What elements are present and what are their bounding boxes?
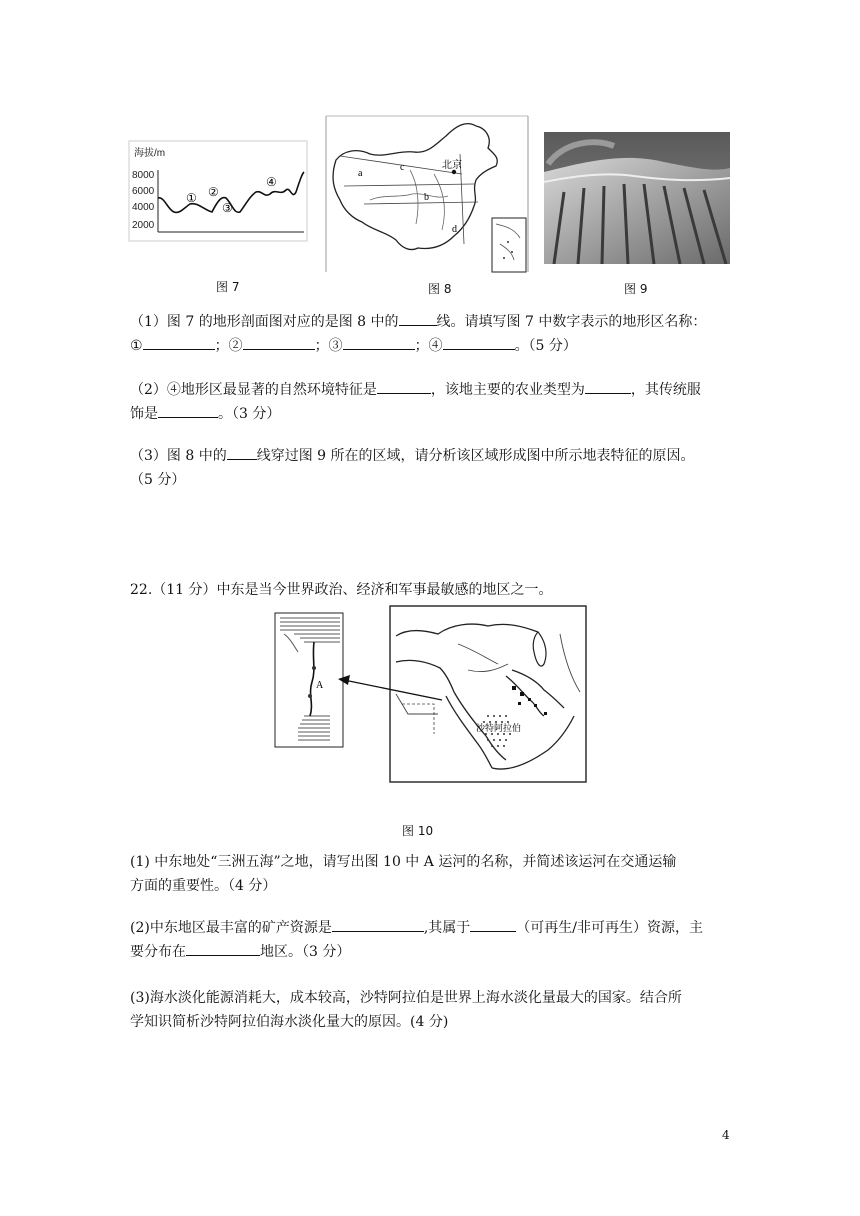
q21-p2-text-b: ，该地主要的农业类型为 [430, 382, 585, 398]
q22-part1 [130, 850, 734, 898]
answer-blank[interactable] [227, 445, 257, 460]
answer-blank[interactable] [443, 335, 515, 350]
q22-p2-text-e: 地区。（3 分） [260, 944, 351, 960]
china-outline [333, 124, 497, 250]
q22-p3-line2: 学知识简析沙特阿拉伯海水淡化量大的原因。(4 分) [130, 1014, 449, 1030]
figure-7-profile [128, 140, 308, 242]
q22-p2-text-b: ,其属于 [423, 920, 471, 936]
q21-p2-text-a: （2）④地形区最显著的自然环境特征是 [130, 382, 377, 398]
figure-10-pointer-arrow [330, 666, 450, 706]
answer-blank[interactable] [343, 335, 415, 350]
fig7-marker-2: ② [208, 185, 219, 199]
fig7-tick: 8000 [132, 170, 155, 181]
q22-p1-line2: 方面的重要性。（4 分） [130, 878, 277, 894]
answer-blank[interactable] [585, 379, 631, 394]
q21-p3-text-a: （3）图 8 中的 [130, 448, 227, 464]
answer-blank[interactable] [143, 335, 215, 350]
q22-part2-line2 [130, 940, 734, 964]
figure-9-landform-photo [544, 132, 730, 264]
fig8-city-beijing: 北京 [442, 160, 462, 171]
q22-part2 [130, 916, 734, 964]
q22-part2-line1 [130, 916, 734, 940]
q21-p2-text-c: ，其传统服 [630, 382, 701, 398]
fig7-ylabel: 海拔/m [134, 148, 166, 159]
answer-blank[interactable] [243, 335, 315, 350]
q22-p1-line1: (1) 中东地处“三洲五海”之地，请写出图 10 中 A 运河的名称，并简述该运河在交通运输 [130, 854, 677, 870]
figure-7-caption: 图 7 [216, 280, 240, 294]
q22-p3-line1: (3)海水淡化能源消耗大，成本较高，沙特阿拉伯是世界上海水淡化量最大的国家。结合所 [130, 990, 682, 1006]
fig7-marker-1: ① [186, 191, 197, 205]
q21-p2-score: 。（3 分） [218, 406, 281, 422]
fig7-tick: 4000 [132, 202, 155, 213]
q21-p1-label-1: ① [130, 338, 143, 354]
q21-p1-label-2: ；② [214, 338, 243, 354]
figure-10-caption: 图 10 [402, 824, 434, 838]
fig8-line-label-d: d [452, 224, 457, 235]
q21-part3 [130, 444, 734, 492]
answer-blank[interactable] [332, 917, 424, 932]
figure-8-caption: 图 8 [428, 282, 452, 296]
q21-part2-line1 [130, 378, 734, 402]
figure-9-caption: 图 9 [624, 282, 648, 296]
answer-blank[interactable] [377, 379, 431, 394]
answer-blank[interactable] [470, 917, 516, 932]
fig7-marker-3: ③ [222, 201, 233, 215]
fig10-canal-label: A [316, 680, 324, 691]
q21-p3-score: （5 分） [130, 472, 186, 488]
figure-8-china-map [324, 114, 530, 274]
fig7-marker-4: ④ [266, 175, 277, 189]
page-number: 4 [722, 1128, 730, 1142]
q21-p1-text-b: 线。请填写图 7 中数字表示的地形区名称： [436, 314, 707, 330]
q22-p2-text-c: （可再生/非可再生）资源，主 [516, 920, 704, 936]
answer-blank[interactable] [158, 403, 218, 418]
q21-part3-line1 [130, 444, 734, 468]
q21-part1-line2 [130, 334, 734, 358]
q22-part3 [130, 986, 734, 1034]
q22-p2-text-a: (2)中东地区最丰富的矿产资源是 [130, 920, 332, 936]
fig10-desert-label: 沙特阿拉伯 [476, 724, 522, 734]
q21-part2 [130, 378, 734, 426]
answer-blank[interactable] [399, 311, 437, 326]
q21-part2-line2 [130, 402, 734, 426]
q22-title: 22.（11 分）中东是当今世界政治、经济和军事最敏感的地区之一。 [130, 582, 553, 598]
q21-p3-text-b: 线穿过图 9 所在的区域，请分析该区域形成图中所示地表特征的原因。 [256, 448, 695, 464]
q21-p1-label-4: ；④ [414, 338, 443, 354]
fig8-line-label-a: a [358, 168, 363, 179]
q21-part1-line1 [130, 310, 734, 334]
fig8-line-label-b: b [424, 192, 429, 203]
q21-p1-score: 。（5 分） [514, 338, 577, 354]
answer-blank[interactable] [186, 941, 260, 956]
q21-p1-label-3: ；③ [314, 338, 343, 354]
q21-part1 [130, 310, 734, 358]
fig7-tick: 2000 [132, 220, 155, 231]
q22-p2-text-d: 要分布在 [130, 944, 186, 960]
fig8-line-label-c: c [400, 162, 405, 173]
q21-p1-text-a: （1）图 7 的地形剖面图对应的是图 8 中的 [130, 314, 399, 330]
fig7-tick: 6000 [132, 186, 155, 197]
q21-p2-text-d: 饰是 [130, 406, 158, 422]
